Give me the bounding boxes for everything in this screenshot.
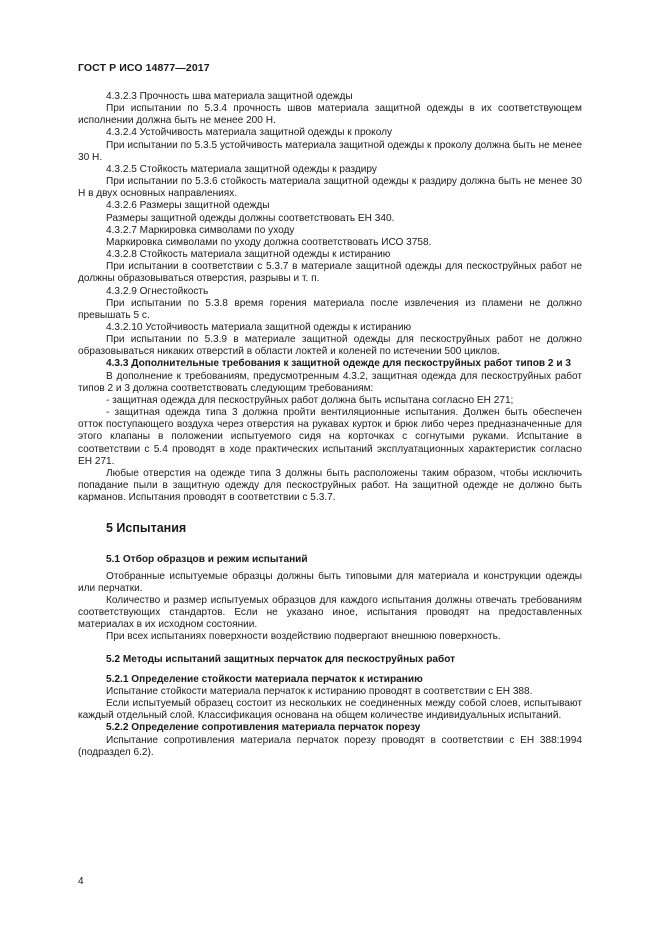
clause-heading-bold: 5.2.1 Определение стойкости материала перчаток к истиранию	[106, 673, 423, 685]
page-header-title: ГОСТ Р ИСО 14877—2017	[78, 62, 210, 74]
clause-heading: 4.3.2.5 Стойкость материала защитной одежды к раздиру	[106, 163, 377, 175]
clause-heading: 4.3.2.4 Устойчивость материала защитной одежды к проколу	[106, 127, 393, 139]
clause-text: При испытании по 5.3.5 устойчивость материала защитной одежды к проколу должна быть не менее 30 Н.	[78, 139, 582, 163]
clause-text: Количество и размер испытуемых образцов для каждого испытания должны отвечать требованиям соответствующих стандартов. Если не указано иное, испытания проводят на предоставленных материалах в их исходном состоянии.	[78, 594, 582, 631]
clause-heading-bold: 4.3.3 Дополнительные требования к защитной одежде для пескоструйных работ типов 2 и 3	[106, 358, 571, 370]
clause-text: При испытании по 5.3.6 стойкость материала защитной одежды к раздиру должна быть не менее 30 Н в двух основных направлениях.	[78, 176, 582, 200]
clause-heading-bold: 5.2.2 Определение сопротивления материала перчаток порезу	[106, 722, 421, 734]
clause-text: Испытание сопротивления материала перчаток порезу проводят в соответствии с ЕН 388:1994 (подраздел 6.2).	[78, 734, 582, 758]
clause-heading: 4.3.2.7 Маркировка символами по уходу	[106, 224, 295, 236]
subsection-title: 5.2 Методы испытаний защитных перчаток для пескоструйных работ	[106, 653, 456, 665]
clause-text: При испытании в соответствии с 5.3.7 в материале защитной одежды для пескоструйных работ не должны образовываться отверстия, разрывы и т. п.	[78, 261, 582, 285]
clause-text: При испытании по 5.3.4 прочность швов материала защитной одежды в их соответствующем исполнении должна быть не менее 200 Н.	[78, 103, 582, 127]
list-item: - защитная одежда для пескоструйных работ должна быть испытана согласно ЕН 271;	[106, 394, 514, 406]
list-item: - защитная одежда типа 3 должна пройти вентиляционные испытания. Должен быть обеспечен отток поступающего воздуха через отверстия на рукавах курток и брюк либо через предназначенные для этого клапаны в положении испытуемого сидя на корточках с согнутыми руками. Испытание в соответствии с 5.4 проводят в ходе практических испытаний эксплуатационных характеристик согласно ЕН 271.	[78, 407, 582, 467]
section-title: 5 Испытания	[106, 521, 187, 536]
document-body	[78, 91, 582, 759]
clause-heading: 4.3.2.3 Прочность шва материала защитной одежды	[106, 91, 353, 102]
clause-heading: 4.3.2.6 Размеры защитной одежды	[106, 200, 270, 212]
clause-text: Размеры защитной одежды должны соответствовать ЕН 340.	[106, 212, 395, 224]
clause-text: Отобранные испытуемые образцы должны быть типовыми для материала и конструкции одежды или перчатки.	[78, 570, 582, 594]
clause-heading: 4.3.2.8 Стойкость материала защитной одежды к истиранию	[106, 249, 391, 261]
subsection-title: 5.1 Отбор образцов и режим испытаний	[106, 554, 308, 566]
clause-text: Испытание стойкости материала перчаток к истиранию проводят в соответствии с ЕН 388.	[106, 685, 533, 697]
clause-text: При испытании по 5.3.9 в материале защитной одежды для пескоструйных работ не должно образовываться никаких отверстий в области локтей и коленей по истечении 500 циклов.	[78, 334, 582, 358]
clause-text: Любые отверстия на одежде типа 3 должны быть расположены таким образом, чтобы исключить попадание пыли в защитную одежду для пескоструйных работ. На защитной одежде не должно быть карманов. Испытания проводят в соответствии с 5.3.7.	[78, 467, 582, 504]
clause-text: Маркировка символами по уходу должна соответствовать ИСО 3758.	[106, 236, 432, 248]
clause-text: При испытании по 5.3.8 время горения материала после извлечения из пламени не должно превышать 5 с.	[78, 297, 582, 321]
clause-heading: 4.3.2.10 Устойчивость материала защитной одежды к истиранию	[106, 321, 412, 333]
clause-text: При всех испытаниях поверхности воздействию подвергают внешнюю поверхность.	[106, 631, 501, 643]
clause-text: Если испытуемый образец состоит из нескольких не соединенных между собой слоев, испытывают каждый отдельный слой. Классификация основана на общем количестве индивидуальных испытаний.	[78, 698, 582, 722]
page-number: 4	[78, 876, 84, 887]
clause-text: В дополнение к требованиям, предусмотренным 4.3.2, защитная одежда для пескоструйных работ типов 2 и 3 должна соответствовать следующим требованиям:	[78, 370, 582, 394]
clause-heading: 4.3.2.9 Огнестойкость	[106, 285, 209, 297]
